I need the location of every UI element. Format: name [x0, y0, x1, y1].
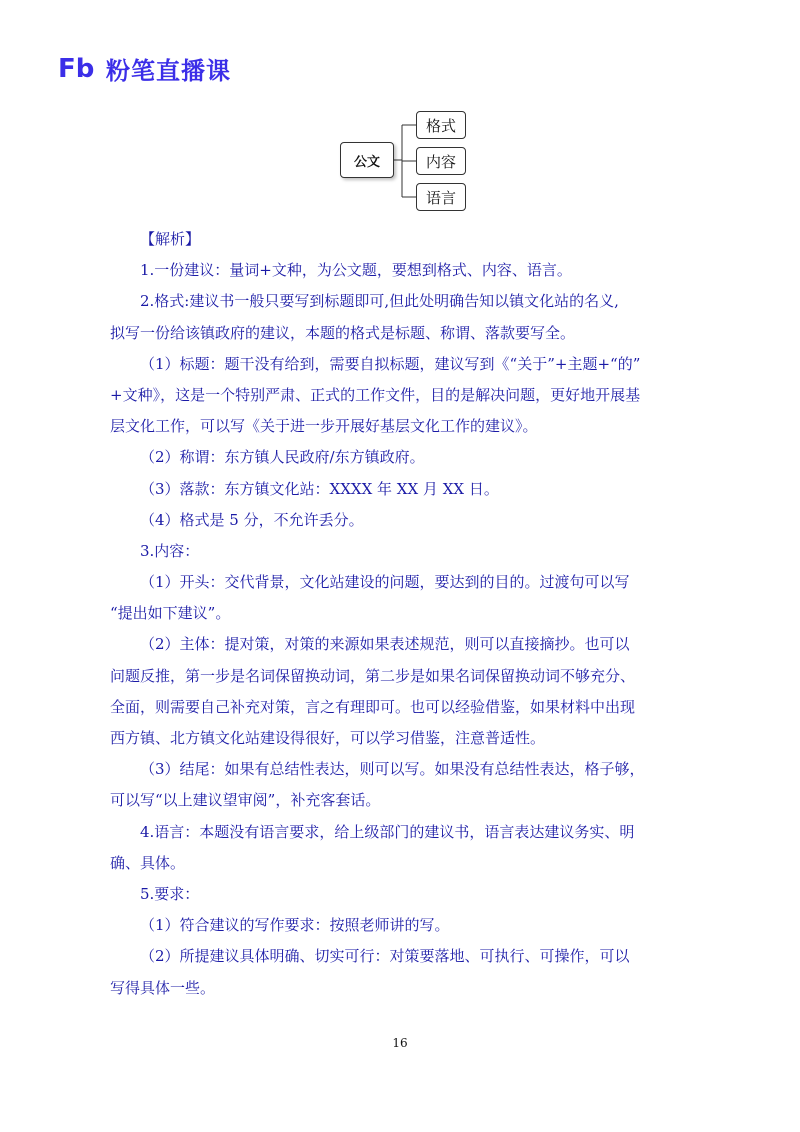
- text-line: 【解析】: [140, 230, 201, 248]
- diagram-root-node: 公文: [340, 142, 394, 178]
- text-line: 4.语言：本题没有语言要求，给上级部门的建议书，语言表达建议务实、明: [140, 822, 635, 841]
- text-line: 确、具体。: [110, 853, 186, 872]
- fenbi-logo-icon: [58, 53, 98, 83]
- logo-mark-text: Fb: [58, 54, 95, 83]
- page-number: 16: [392, 1036, 408, 1050]
- text-line: （2）称谓：东方镇人民政府/东方镇政府。: [140, 448, 425, 467]
- text-line: “提出如下建议”。: [110, 604, 231, 623]
- text-line: 拟写一份给该镇政府的建议，本题的格式是标题、称谓、落款要写全。: [110, 323, 576, 342]
- text-line: +文种》，这是一个特别严肃、正式的工作文件，目的是解决问题，更好地开展基: [110, 385, 641, 404]
- text-line: （2）所提建议具体明确、切实可行：对策要落地、可执行、可操作，可以: [140, 947, 630, 966]
- analysis-body: [110, 224, 670, 1004]
- diagram-node-language: 语言: [416, 183, 466, 211]
- diagram-node-format: 格式: [416, 111, 466, 139]
- text-line: 西方镇、北方镇文化站建设得很好，可以学习借鉴，注意普适性。: [110, 729, 546, 747]
- text-line: （1）标题：题干没有给到，需要自拟标题，建议写到《“关于”+主题+“的”: [140, 354, 641, 373]
- text-line: 1.一份建议：量词+文种，为公文题，要想到格式、内容、语言。: [140, 261, 572, 280]
- text-line: 全面，则需要自己补充对策，言之有理即可。也可以经验借鉴，如果材料中出现: [110, 697, 636, 716]
- text-line: 2.格式:建议书一般只要写到标题即可,但此处明确告知以镇文化站的名义,: [140, 292, 619, 311]
- text-line: （4）格式是 5 分，不允许丢分。: [140, 510, 364, 529]
- brand-name: 粉笔直播课: [106, 56, 231, 85]
- text-line: （2）主体：提对策，对策的来源如果表述规范，则可以直接摘抄。也可以: [140, 635, 630, 654]
- text-line: （1）开头：交代背景，文化站建设的问题，要达到的目的。过渡句可以写: [140, 573, 630, 592]
- text-line: 5.要求：: [140, 884, 200, 903]
- text-line: 可以写“以上建议望审阅”，补充客套话。: [110, 791, 381, 810]
- text-line: （3）结尾：如果有总结性表达，则可以写。如果没有总结性表达，格子够，: [140, 760, 645, 779]
- document-structure-diagram: [340, 105, 470, 215]
- diagram-node-content: 内容: [416, 147, 466, 175]
- text-line: 写得具体一些。: [110, 978, 216, 997]
- text-line: 3.内容：: [140, 541, 200, 560]
- text-line: 层文化工作，可以写《关于进一步开展好基层文化工作的建议》。: [110, 417, 538, 436]
- text-line: （3）落款：东方镇文化站：XXXX 年 XX 月 XX 日。: [140, 479, 499, 498]
- brand-header: [58, 50, 231, 86]
- text-line: 问题反推，第一步是名词保留换动词，第二步是如果名词保留换动词不够充分、: [110, 666, 636, 685]
- text-line: （1）符合建议的写作要求：按照老师讲的写。: [140, 916, 450, 935]
